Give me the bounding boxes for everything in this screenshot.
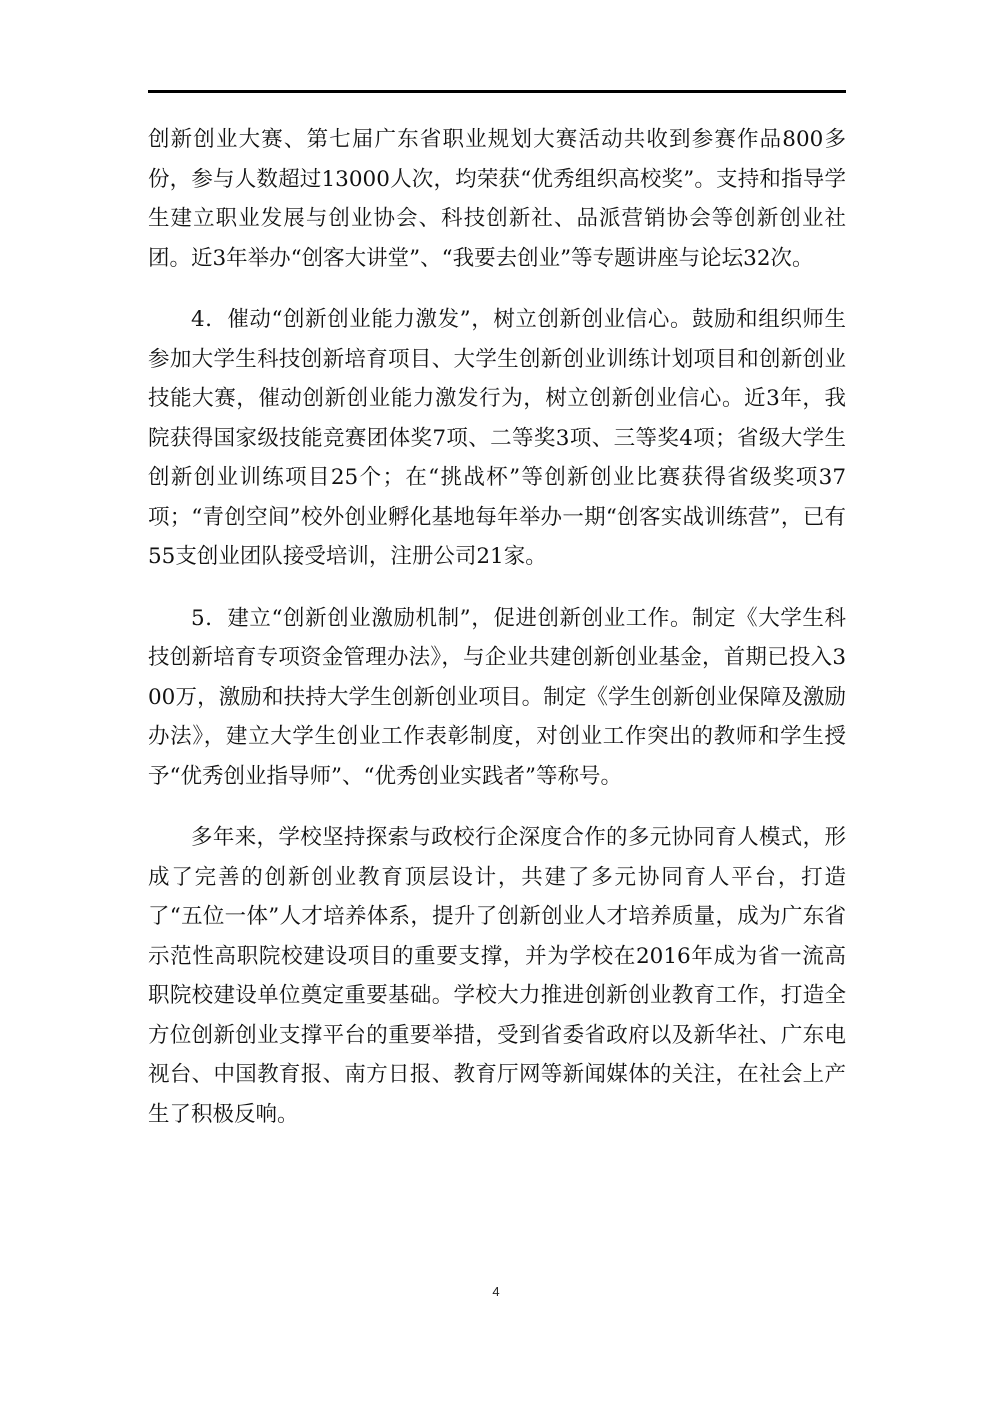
paragraph-continued: 创新创业大赛、第七届广东省职业规划大赛活动共收到参赛作品800多份，参与人数超过13000人次，均荣获“优秀组织高校奖”。支持和指导学生建立职业发展与创业协会、科技创新社、品派营销协会等创新创业社团。近3年举办“创客大讲堂”、“我要去创业”等专题讲座与论坛32次。 xyxy=(148,127,846,271)
paragraph-gap xyxy=(148,278,846,300)
header-rule xyxy=(148,90,846,93)
paragraph-gap xyxy=(148,577,846,599)
paragraph-summary: 多年来，学校坚持探索与政校行企深度合作的多元协同育人模式，形成了完善的创新创业教育顶层设计，共建了多元协同育人平台，打造了“五位一体”人才培养体系，提升了创新创业人才培养质量，成为广东省示范性高职院校建设项目的重要支撑，并为学校在2016年成为省一流高职院校建设单位奠定重要基础。学校大力推进创新创业教育工作，打造全方位创新创业支撑平台的重要举措，受到省委省政府以及新华社、广东电视台、中国教育报、南方日报、教育厅网等新闻媒体的关注，在社会上产生了积极反响。 xyxy=(148,825,846,1127)
paragraph-item-4: 4．催动“创新创业能力激发”，树立创新创业信心。鼓励和组织师生参加大学生科技创新培育项目、大学生创新创业训练计划项目和创新创业技能大赛，催动创新创业能力激发行为，树立创新创业信心。近3年，我院获得国家级技能竞赛团体奖7项、二等奖3项、三等奖4项；省级大学生创新创业训练项目25个；在“挑战杯”等创新创业比赛获得省级奖项37项；“青创空间”校外创业孵化基地每年举办一期“创客实战训练营”，已有55支创业团队接受培训，注册公司21家。 xyxy=(148,307,846,569)
paragraph-item-5: 5．建立“创新创业激励机制”，促进创新创业工作。制定《大学生科技创新培育专项资金管理办法》，与企业共建创新创业基金，首期已投入300万，激励和扶持大学生创新创业项目。制定《学生创新创业保障及激励办法》，建立大学生创业工作表彰制度，对创业工作突出的教师和学生授予“优秀创业指导师”、“优秀创业实践者”等称号。 xyxy=(148,605,846,789)
paragraph-gap xyxy=(148,796,846,818)
page-number: 4 xyxy=(492,1284,500,1299)
document-body xyxy=(148,120,846,1134)
